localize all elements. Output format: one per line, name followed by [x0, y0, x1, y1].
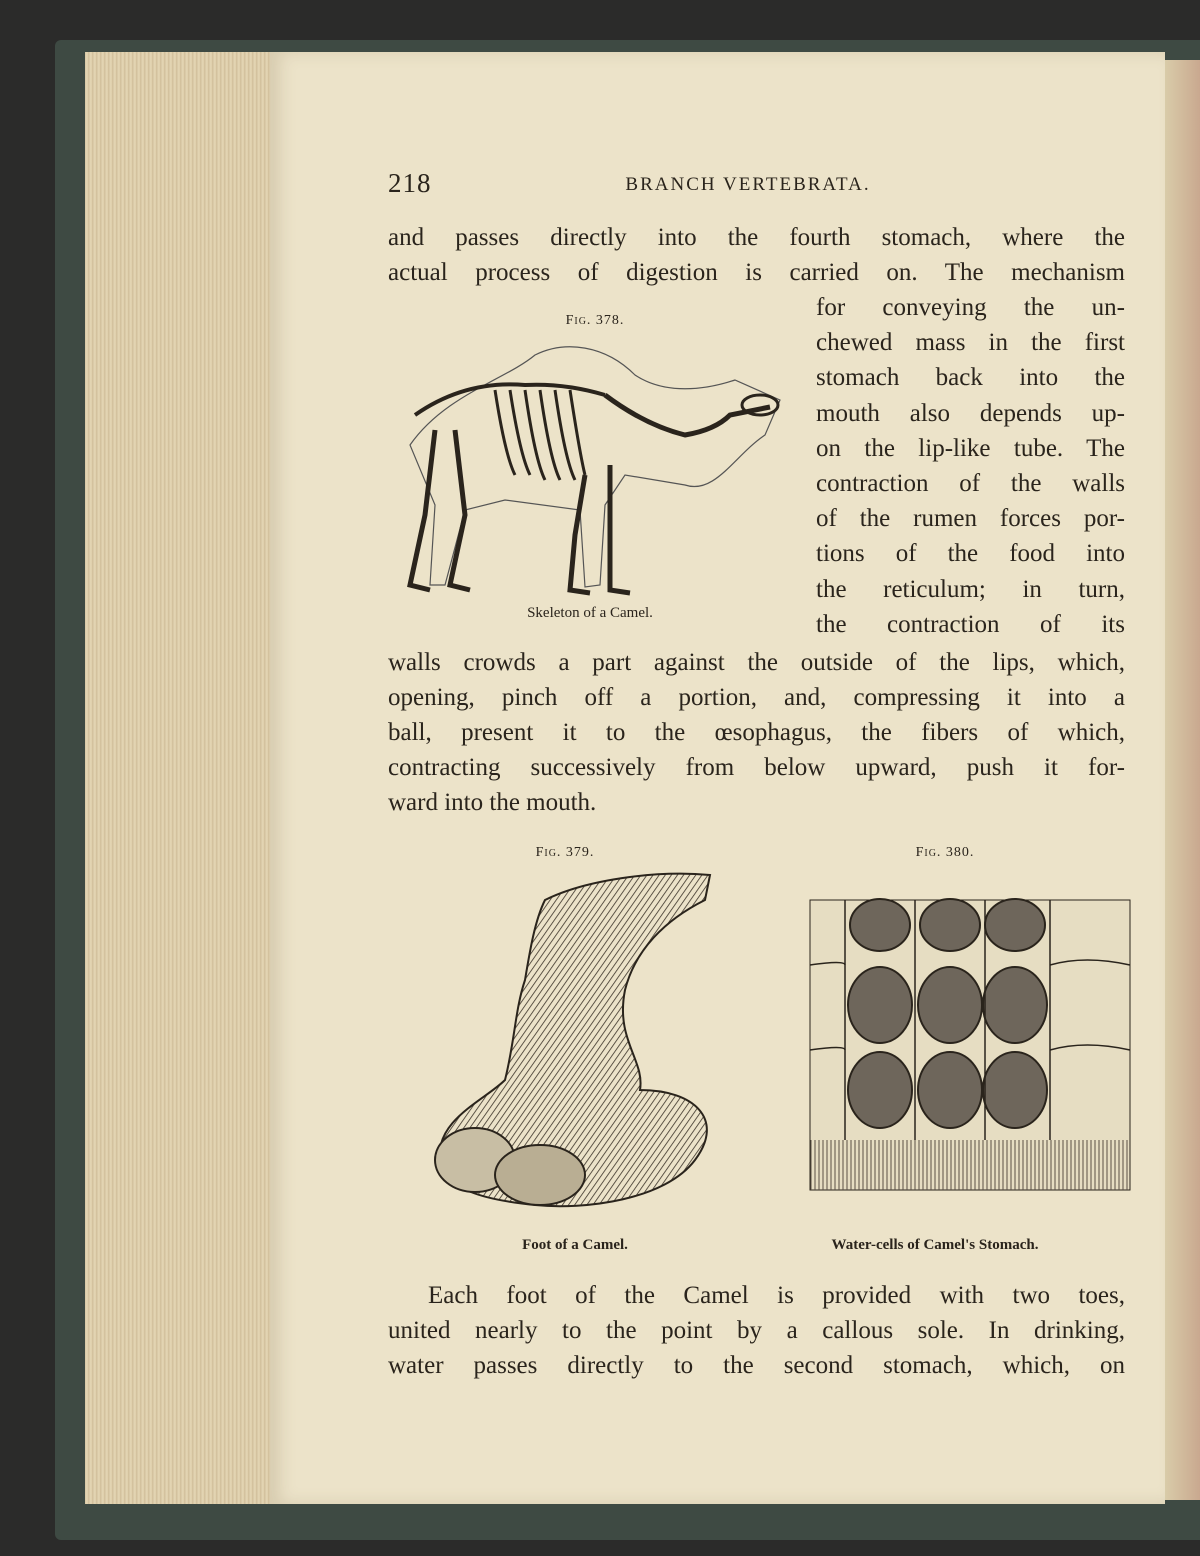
text-line: contraction of the walls: [816, 470, 1125, 497]
text-line: walls crowds a part against the outside of the lips, which,: [388, 649, 1125, 676]
text-line: water passes directly to the second stomach, which, on: [388, 1352, 1125, 1379]
text-line: ward into the mouth.: [388, 789, 597, 816]
page-number: 218: [388, 168, 432, 198]
text-line: the reticulum; in turn,: [816, 576, 1125, 603]
camel-skeleton-illustration: [385, 335, 795, 605]
figure-caption: Foot of a Camel.: [522, 1237, 628, 1253]
text-line: opening, pinch off a portion, and, compressing it into a: [388, 684, 1125, 711]
text-line: Each foot of the Camel is provided with two toes,: [428, 1282, 1125, 1309]
figure-caption: Water-cells of Camel's Stomach.: [831, 1237, 1039, 1253]
text-line: mouth also depends up-: [816, 400, 1125, 427]
text-line: chewed mass in the first: [816, 329, 1125, 356]
stomach-water-cells-illustration: [805, 895, 1135, 1195]
text-line: of the rumen forces por-: [816, 505, 1125, 532]
text-line: the contraction of its: [816, 611, 1125, 638]
facing-page-edge: [1165, 60, 1200, 1500]
figure-label: Fig. 379.: [535, 845, 595, 860]
text-line: ball, present it to the œsophagus, the fibers of which,: [388, 719, 1125, 746]
page-stack-edge: [85, 52, 270, 1504]
figure-label: Fig. 380.: [915, 845, 975, 860]
text-line: tions of the food into: [816, 540, 1125, 567]
page-header: [388, 168, 1125, 204]
text-line: actual process of digestion is carried on. The mechanism: [388, 259, 1125, 286]
figure-caption: Skeleton of a Camel.: [527, 605, 653, 621]
text-line: for conveying the un-: [816, 294, 1125, 321]
running-head: BRANCH VERTEBRATA.: [625, 174, 871, 195]
figure-label: Fig. 378.: [565, 313, 625, 328]
text-line: stomach back into the: [816, 364, 1125, 391]
text-line: united nearly to the point by a callous sole. In drinking,: [388, 1317, 1125, 1344]
text-line: contracting successively from below upward, push it for-: [388, 754, 1125, 781]
text-line: and passes directly into the fourth stomach, where the: [388, 224, 1125, 251]
camel-foot-illustration: [425, 860, 725, 1230]
text-line: on the lip-like tube. The: [816, 435, 1125, 462]
